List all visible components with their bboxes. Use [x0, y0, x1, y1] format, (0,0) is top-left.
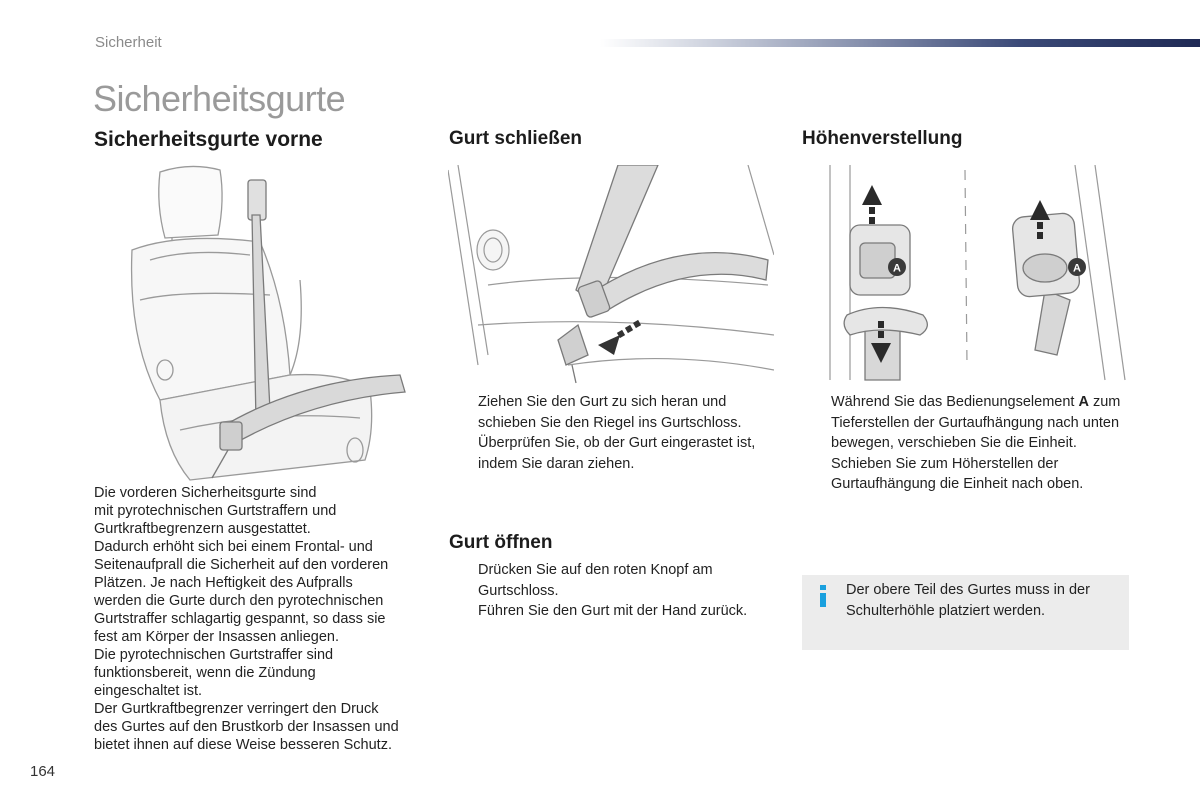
heading-height-adjustment: Höhenverstellung: [802, 128, 963, 149]
text-line: fest am Körper der Insassen anliegen.: [94, 629, 340, 645]
heading-buckle-open: Gurt öffnen: [449, 532, 553, 553]
text-line: funktionsbereit, wenn die Zündung: [94, 665, 316, 681]
text-line: werden die Gurte durch den pyrotechnischen: [94, 593, 384, 609]
front-belts-description: [94, 484, 434, 754]
text-line: Gurtstraffer schlagartig gespannt, so dass sie: [94, 611, 386, 627]
text-line: Gurtkraftbegrenzern ausgestattet.: [94, 521, 311, 537]
seat-belt-illustration: [120, 160, 410, 485]
page-title: Sicherheitsgurte: [93, 78, 346, 119]
text-line: mit pyrotechnischen Gurtstraffern und: [94, 503, 337, 519]
text-line: eingeschaltet ist.: [94, 683, 203, 699]
header-gradient-bar: [600, 39, 1200, 47]
height-adjustment-steps: [802, 392, 1122, 495]
height-adjustment-illustration: [825, 165, 1130, 385]
list-item: Schieben Sie zum Höherstellen der Gurtaufhängung die Einheit nach oben.: [831, 455, 1084, 492]
text-line: des Gurtes auf den Brustkorb der Insassen und: [94, 719, 399, 735]
page-number: 164: [30, 763, 56, 780]
list-item: Ziehen Sie den Gurt zu sich heran und schieben Sie den Riegel ins Gurtschloss.: [478, 394, 742, 431]
callout-a-left: A: [893, 262, 901, 275]
text-line: Seitenaufprall die Sicherheit auf den vorderen: [94, 557, 389, 573]
heading-front-belts: Sicherheitsgurte vorne: [94, 128, 323, 151]
list-item: Führen Sie den Gurt mit der Hand zurück.: [478, 603, 748, 619]
text-line: Die vorderen Sicherheitsgurte sind: [94, 485, 317, 501]
text-line: bietet ihnen auf diese Weise besseren Schutz.: [94, 737, 392, 753]
info-note-text: Der obere Teil des Gurtes muss in der Schulterhöhle platziert werden.: [846, 582, 1090, 619]
section-label: Sicherheit: [95, 34, 162, 51]
text-line: Plätzen. Je nach Heftigkeit des Aufpralls: [94, 575, 353, 591]
text-line: Dadurch erhöht sich bei einem Frontal- und: [94, 539, 373, 555]
buckle-open-steps: [449, 560, 774, 622]
text-line: Der Gurtkraftbegrenzer verringert den Druck: [94, 701, 379, 717]
callout-a-right: A: [1073, 262, 1081, 275]
heading-buckle-close: Gurt schließen: [449, 128, 583, 149]
list-item: Überprüfen Sie, ob der Gurt eingerastet ist, indem Sie daran ziehen.: [478, 435, 756, 472]
buckle-close-steps: [449, 392, 774, 474]
info-icon: [818, 585, 828, 607]
text-line: Die pyrotechnischen Gurtstraffer sind: [94, 647, 334, 663]
list-item: Drücken Sie auf den roten Knopf am Gurtschloss.: [478, 562, 713, 599]
buckle-close-illustration: [448, 165, 774, 385]
list-item: Während Sie das Bedienungselement A zum Tieferstellen der Gurtaufhängung nach unten bewegen, verschieben Sie die Einheit.: [831, 394, 1121, 451]
